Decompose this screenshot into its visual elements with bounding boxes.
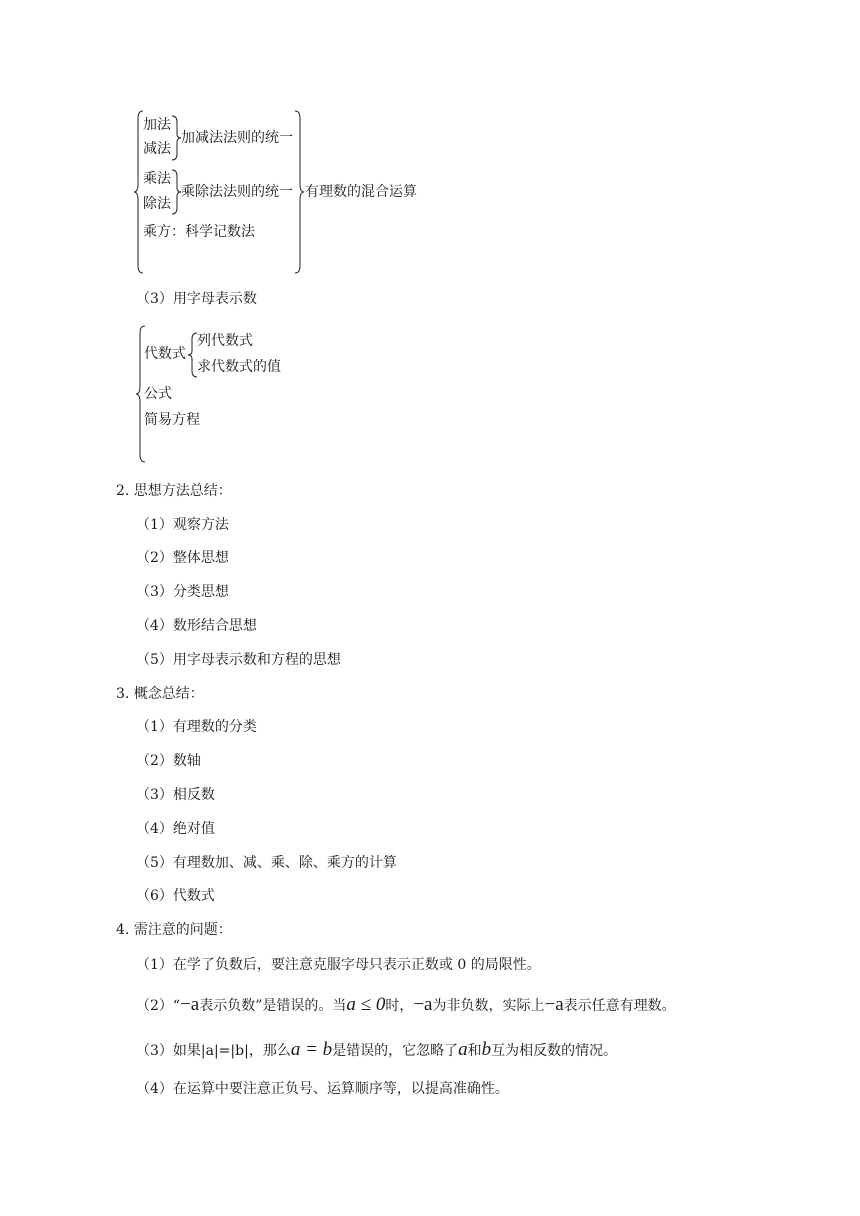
concepts-item-3: （3）相反数 [136,787,215,803]
note-3-math-a: a [458,1039,468,1060]
methods-heading: 2. 思想方法总结： [116,483,232,499]
note-2-math-neg-a-3: −a [544,994,564,1015]
concepts-item-6: （6）代数式 [136,888,215,904]
methods-item-2: （2）整体思想 [136,550,229,566]
note-3-text-a: （3）如果|a|=|b|，那么 [136,1043,291,1059]
concepts-item-5: （5）有理数加、减、乘、除、乘方的计算 [136,855,397,871]
sec3-heading: （3）用字母表示数 [136,291,257,307]
tree1-addsub-brace [171,115,181,161]
methods-item-4: （4）数形结合思想 [136,618,257,634]
concepts-item-1: （1）有理数的分类 [136,719,257,735]
concepts-item-4: （4）绝对值 [136,821,215,837]
note-2-math-condition: a ≤ 0 [346,994,386,1015]
note-2 [136,995,676,1016]
note-3-math-eq: a = b [290,1039,333,1060]
tree2-formula: 公式 [144,386,172,402]
tree1-outer-right-brace [294,110,304,274]
tree1-div: 除法 [143,196,171,212]
tree1-addsub-label: 加减法法则的统一 [181,130,293,146]
note-3-text-b: 是错误的，它忽略了 [332,1043,459,1059]
concepts-heading: 3. 概念总结： [116,686,204,702]
tree1-muldiv-label: 乘除法法则的统一 [181,184,293,200]
note-2-text-a: （2）“ [136,998,181,1014]
note-2-math-neg-a-2: −a [413,994,433,1015]
tree1-pow: 乘方：科学记数法 [143,224,255,240]
note-3 [136,1040,617,1061]
notes-heading: 4. 需注意的问题： [116,922,232,938]
note-2-math-neg-a: −a [180,994,200,1015]
note-1: （1）在学了负数后，要注意克服字母只表示正数或 0 的局限性。 [136,957,541,973]
tree2-equation: 简易方程 [144,412,200,428]
tree2-algebra: 代数式 [144,346,186,362]
methods-item-5: （5）用字母表示数和方程的思想 [136,652,341,668]
tree1-result: 有理数的混合运算 [305,184,417,200]
methods-item-1: （1）观察方法 [136,517,229,533]
tree1-mul: 乘法 [143,171,171,187]
note-3-text-d: 互为相反数的情况。 [491,1043,618,1059]
tree2-list: 列代数式 [197,333,253,349]
note-2-text-b: 表示负数”是错误的。当 [199,998,347,1014]
note-3-text-c: 和 [467,1043,482,1059]
methods-item-3: （3）分类思想 [136,584,229,600]
note-2-text-d: 为非负数，实际上 [432,998,545,1014]
tree1-sub: 减法 [143,141,171,157]
note-3-math-b: b [481,1039,492,1060]
note-2-text-c: 时， [385,998,414,1014]
note-2-text-e: 表示任意有理数。 [563,998,676,1014]
note-4: （4）在运算中要注意正负号、运算顺序等，以提高准确性。 [136,1081,509,1097]
tree2-eval: 求代数式的值 [197,359,281,375]
tree1-add: 加法 [143,117,171,133]
concepts-item-2: （2）数轴 [136,753,201,769]
tree1-muldiv-brace [171,169,181,215]
